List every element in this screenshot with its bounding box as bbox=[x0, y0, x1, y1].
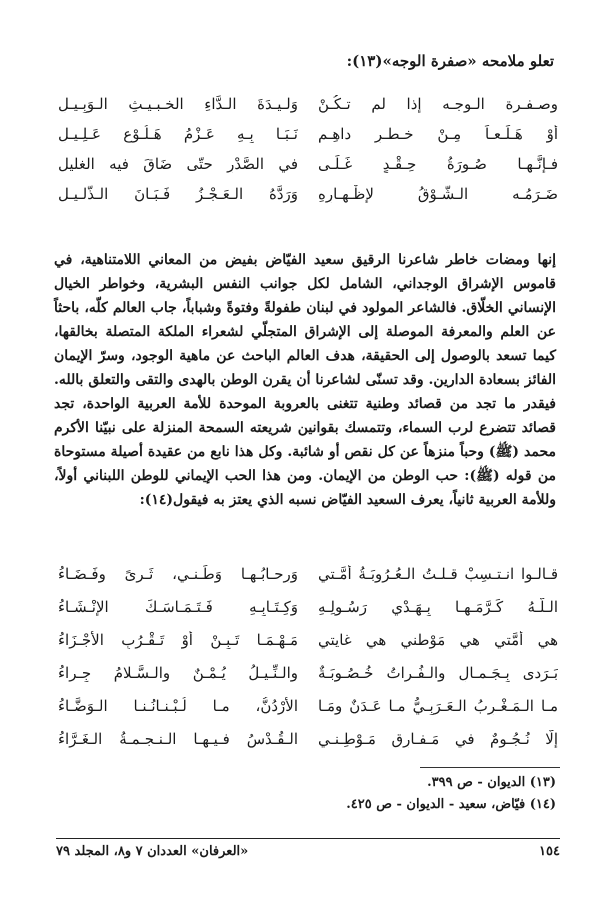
intro-line: تعلو ملامحه «صفرة الوجه»(١٣): bbox=[346, 52, 554, 70]
verse-first-hemistich: ضَـرَمُـه الـشَّـوْقُ لإظْـهـارِهِ bbox=[318, 185, 558, 203]
page-number: ١٥٤ bbox=[539, 844, 560, 859]
verse-second-hemistich: والـنِّـيـلُ يُـمْـنٌ والـسَّـلامُ جِـراءُ bbox=[58, 664, 298, 682]
verse-first-hemistich: هي أُمَّتي هي مَوْطني هي غايتي bbox=[318, 631, 558, 649]
verse-first-hemistich: مـا الـمَـغْـرِبُ الـعَـرَبِـيُّ مـا عَـدَنٌ ومَـا bbox=[318, 697, 558, 715]
verse bbox=[58, 598, 558, 631]
page-footer bbox=[56, 842, 560, 864]
verse-second-hemistich: وَكِـتَـابِـهِ فَـتَـمَـاسَـكَ الإِنْـشَـاءُ bbox=[58, 598, 298, 616]
verse bbox=[58, 185, 558, 215]
footnote-divider bbox=[420, 767, 560, 768]
verse bbox=[58, 95, 558, 125]
verse-second-hemistich: الأُرْدُنُّ، مـا لُـبْـنـانُـنـا الـوَضَّـاءُ bbox=[58, 697, 298, 715]
verse-second-hemistich: مَـهْـمَـا تَـبِـنْ أَوْ تَـقْـرُبِ الأَجْـزَاءُ bbox=[58, 631, 298, 649]
verse bbox=[58, 155, 558, 185]
verse-second-hemistich: نَـبَـا بِـهِ عَـزْمُ هَـلُـوْعٍ عَـلِـيـلِ bbox=[58, 125, 298, 143]
poem-first bbox=[58, 95, 558, 215]
verse-first-hemistich: بَـرَدى بِـجَـمـالِ والـفُـراتُ خُـصُـوبَـةٌ bbox=[318, 664, 558, 682]
verse-second-hemistich: وَرِحـابُـهـا وَطَـنـي، ثَـرىً وفَـضَـاءُ bbox=[58, 565, 298, 583]
verse-first-hemistich: إلَّا نُـجُـومٌ في مَـفـارِقِ مَـوْطِـنـي bbox=[318, 730, 558, 748]
footnotes bbox=[56, 772, 556, 816]
journal-reference: «العرفان» العددان ٧ و٨، المجلد ٧٩ bbox=[56, 844, 249, 859]
verse-first-hemistich: وصـفـرة الـوجـه إذا لم تـكُـنْ bbox=[318, 95, 558, 113]
verse bbox=[58, 631, 558, 664]
verse bbox=[58, 730, 558, 763]
verse-first-hemistich: فـإنَّـهـا صُـورَةُ حِـقْـدٍ غَـلَـى bbox=[318, 155, 558, 173]
verse bbox=[58, 125, 558, 155]
verse-first-hemistich: أوْ هَـلَـعـاً مِـنْ خـطـرٍ داهِـمٍ bbox=[318, 125, 558, 143]
verse-second-hemistich: وَلـيـدَةَ الـدَّاءِ الخـبـيـثِ الـوَبِـيـلِ bbox=[58, 95, 298, 113]
verse bbox=[58, 565, 558, 598]
footer-divider bbox=[56, 838, 560, 839]
verse-second-hemistich: في الصَّدْرِ حتّى ضَاقَ فيه الغليل bbox=[58, 155, 298, 173]
verse-second-hemistich: الـقُـدْسُ فـيـهـا الـنـجـمـةُ الـغَـرَّاءُ bbox=[58, 730, 298, 748]
prose-paragraph bbox=[54, 248, 556, 512]
verse bbox=[58, 664, 558, 697]
verse-second-hemistich: وَرَدَّهُ الـعَـجْـزُ فَـبَـانَ الـذَّلـيـل bbox=[58, 185, 298, 203]
verse bbox=[58, 697, 558, 730]
footnote: (١٣) الديوان - ص ٣٩٩. bbox=[427, 775, 556, 790]
footnote: (١٤) فيّاض، سعيد - الديوان - ص ٤٢٥. bbox=[346, 797, 556, 812]
verse-first-hemistich: الـلَّـهُ كَـرَّمَـهـا بِـهَـدْيِ رَسُـولِـهِ bbox=[318, 598, 558, 616]
verse-first-hemistich: قـالـوا انـتـسِبْ قـلـتُ الـعُـرُوبَـةُ أُمَّـتي bbox=[318, 565, 558, 583]
prose-text: إنها ومضات خاطر شاعرنا الرقيق سعيد الفيّاض بفيض من المعاني اللامتناهية، في قاموس الإشراق الوجداني، الشامل لكل جوانب النفس البشرية، وخواطر الخيال الإنساني الخلّاق. فالشاعر المولود في لبنان طفولةً وفتوةً وشباباً، جاب العالم كلّه، باحثاً عن العلم والمعرفة الموصلة إلى الإشراق المتجلّي لشعراء الملكة المتصلة بخالقها، كيما تسعد بالوصول إلى الحقيقة، هدف العالم الباحث عن ماهية الوجود، وسرّ الإيمان الفائز بسعادة الدارين. وقد تسنّى لشاعرنا أن يقرن الوطن بالهدى والتقى والتعلق بالله. فيقدر ما تجد من قصائد وطنية تتغنى بالعروبة الموحدة للأمة العربية الواحدة، تجد قصائد تتضرع لرب السماء، وتتمسك بقوانين شريعته السمحة المنزلة على نبيّنا الأكرم محمد (ﷺ) وحباً منزهاً عن كل نقص أو شائبة. وكل هذا نابع من عقيدة أصيلة مستوحاة من قوله (ﷺ): حب الوطن من الإيمان. ومن هذا الحب الإيماني للوطن اللبناني أولاً، وللأمة العربية ثانياً، يعرف السعيد الفيّاض نسبه الذي يعتز به فيقول(١٤): bbox=[54, 252, 556, 508]
poem-second bbox=[58, 565, 558, 763]
